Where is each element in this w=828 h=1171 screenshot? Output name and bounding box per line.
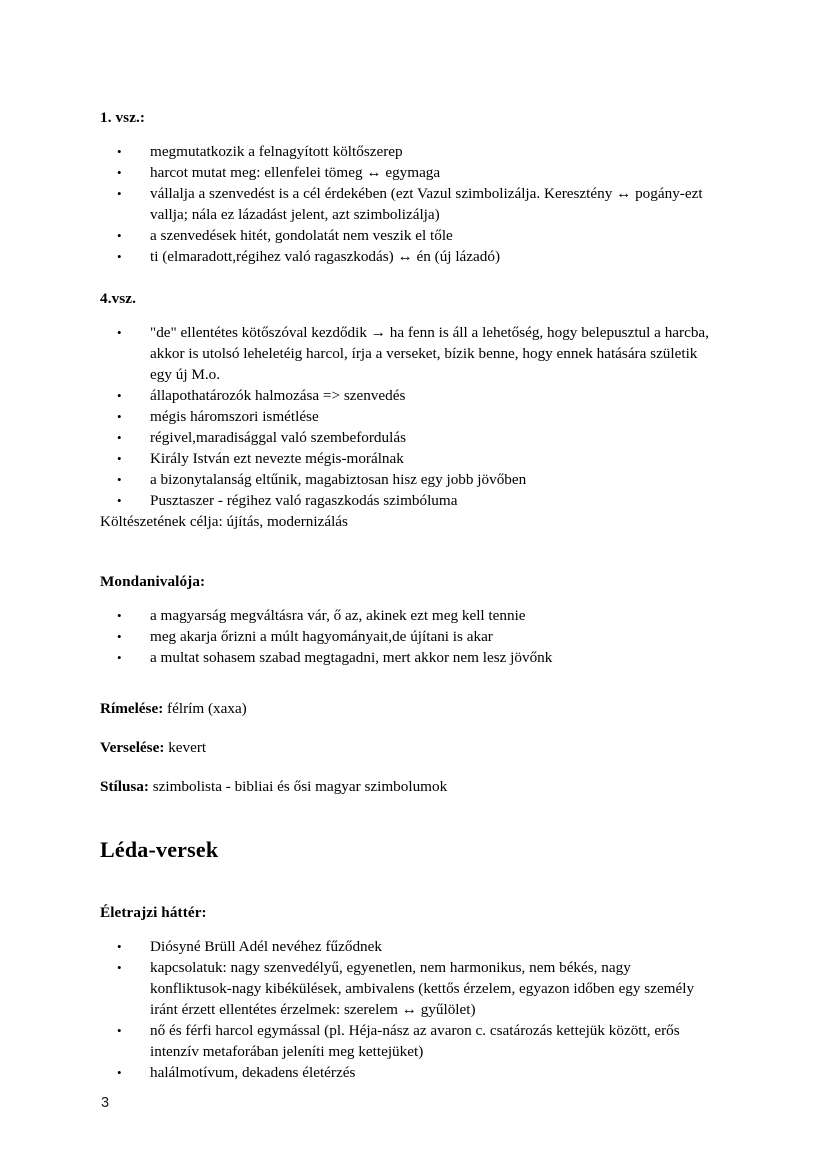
bullet-list-message [100, 605, 714, 668]
document-body [100, 108, 714, 1083]
attribute-value: félrím (xaxa) [167, 700, 247, 717]
attribute-key: Rímelése: [100, 700, 164, 717]
spacer [100, 923, 714, 936]
spacer [100, 797, 714, 837]
attribute-value: szimbolista - bibliai és ősi magyar szimbolumok [152, 778, 448, 795]
bullet-list-verse-4 [100, 322, 714, 511]
list-item: • "de" ellentétes kötőszóval kezdődik → ha fenn is áll a lehetőség, hogy belepusztul a harcba, akkor is utolsó leheletéig harcol, írja a verseket, bízik benne, hogy ennek hatására születik egy új M.o. [100, 322, 714, 385]
list-item: • harcot mutat meg: ellenfelei tömeg ↔ egymaga [100, 162, 714, 183]
attribute-meter [100, 737, 714, 758]
spacer [100, 719, 714, 737]
spacer [100, 758, 714, 776]
spacer [100, 532, 714, 572]
list-item: • a multat sohasem szabad megtagadni, mert akkor nem lesz jövőnk [100, 647, 714, 668]
list-item: • állapothatározók halmozása => szenvedés [100, 385, 714, 406]
list-item: • meg akarja őrizni a múlt hagyományait,de újítani is akar [100, 626, 714, 647]
list-item: • a magyarság megváltásra vár, ő az, akinek ezt meg kell tennie [100, 605, 714, 626]
spacer [100, 309, 714, 322]
page-number: 3 [101, 1095, 110, 1111]
section-heading-biography: Életrajzi háttér: [100, 904, 207, 921]
section-heading-verse-4: 4.vsz. [100, 290, 137, 307]
spacer [100, 668, 714, 698]
attribute-key: Stílusa: [100, 778, 149, 795]
list-item: • halálmotívum, dekadens életérzés [100, 1062, 714, 1083]
list-item: • Pusztaszer - régihez való ragaszkodás szimbóluma [100, 490, 714, 511]
list-item: • a bizonytalanság eltűnik, magabiztosan hisz egy jobb jövőben [100, 469, 714, 490]
attribute-value: kevert [168, 739, 207, 756]
list-item: • mégis háromszori ismétlése [100, 406, 714, 427]
list-item: • régivel,maradisággal való szembefordulás [100, 427, 714, 448]
bullet-list-verse-1 [100, 141, 714, 267]
bullet-list-biography [100, 936, 714, 1083]
list-item: • nő és férfi harcol egymással (pl. Héja-nász az avaron c. csatározás kettejük között, erős intenzív metaforában jeleníti meg kettejüket) [100, 1020, 714, 1062]
section-trailing-line-verse-4: Költészetének célja: újítás, modernizálás [100, 513, 348, 530]
list-item: • kapcsolatuk: nagy szenvedélyű, egyenetlen, nem harmonikus, nem békés, nagy konfliktusok-nagy kibékülések, ambivalens (kettős érzelem, egyazon időben egy személy iránt érzett ellentétes érzelmek: szerelem ↔ gyűlölet) [100, 957, 714, 1020]
list-item: • megmutatkozik a felnagyított költőszerep [100, 141, 714, 162]
spacer [100, 128, 714, 141]
attribute-key: Verselése: [100, 739, 165, 756]
section-heading-message: Mondanivalója: [100, 573, 206, 590]
list-item: • Király István ezt nevezte mégis-morálnak [100, 448, 714, 469]
chapter-heading: Léda-versek [100, 837, 219, 862]
list-item: • ti (elmaradott,régihez való ragaszkodás) ↔ én (új lázadó) [100, 246, 714, 267]
list-item: • a szenvedések hitét, gondolatát nem veszik el tőle [100, 225, 714, 246]
attribute-style [100, 776, 714, 797]
spacer [100, 592, 714, 605]
list-item: • Diósyné Brüll Adél nevéhez fűződnek [100, 936, 714, 957]
list-item: • vállalja a szenvedést is a cél érdekében (ezt Vazul szimbolizálja. Keresztény ↔ pogány-ezt vallja; nála ez lázadást jelent, azt szimbolizálja) [100, 183, 714, 225]
spacer [100, 267, 714, 289]
attribute-rhyme [100, 698, 714, 719]
section-heading-verse-1: 1. vsz.: [100, 109, 146, 126]
spacer [100, 863, 714, 903]
